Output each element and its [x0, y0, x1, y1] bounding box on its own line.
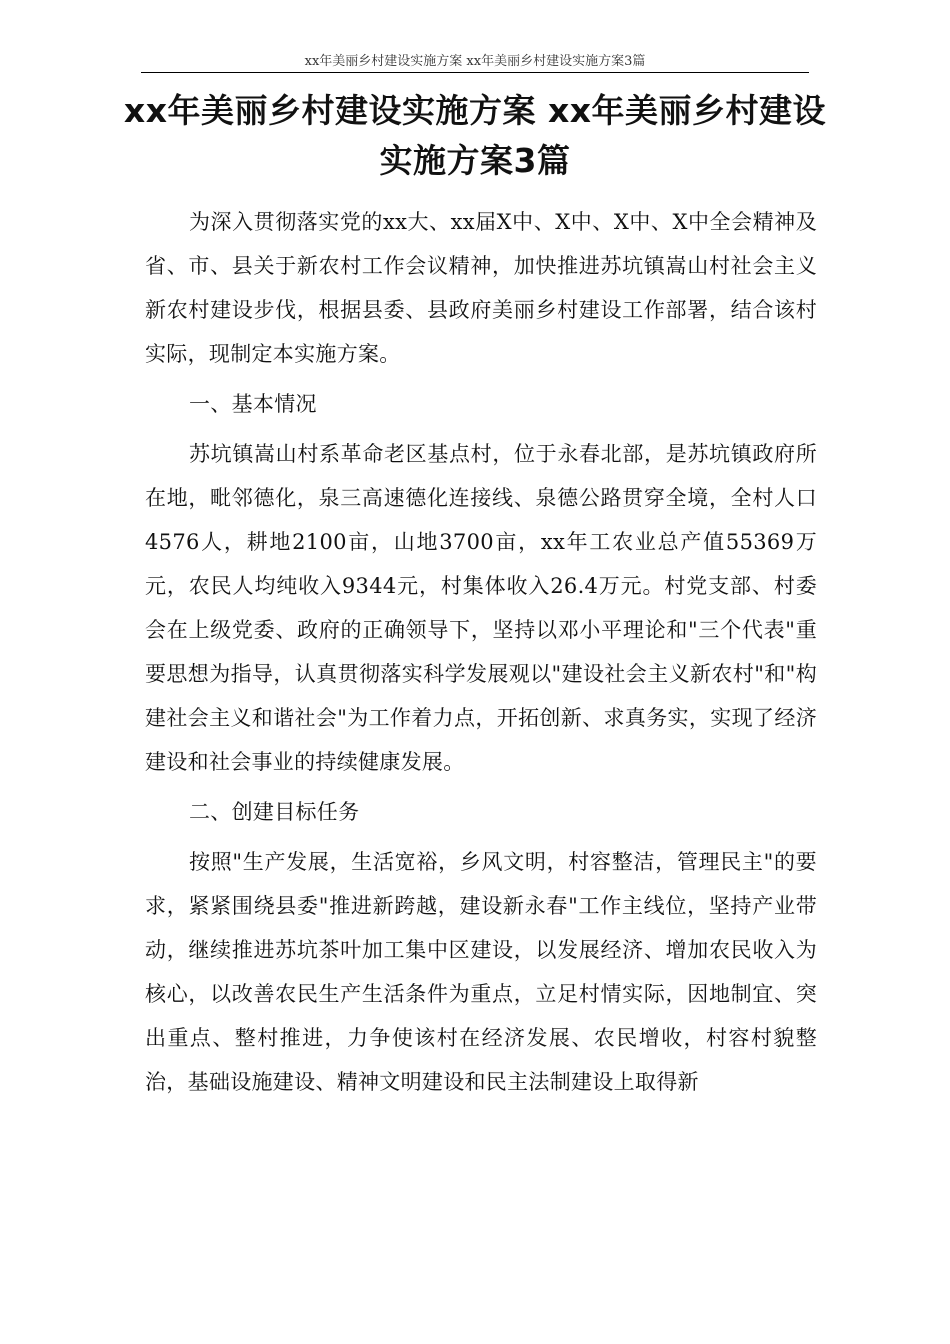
running-header: xx年美丽乡村建设实施方案 xx年美丽乡村建设实施方案3篇	[304, 54, 646, 69]
document-title: xx年美丽乡村建设实施方案 xx年美丽乡村建设实施方案3篇	[123, 91, 827, 180]
header-divider	[141, 72, 809, 73]
section-heading-basic-situation: 一、基本情况	[189, 392, 317, 416]
intro-paragraph: 为深入贯彻落实党的xx大、xx届X中、X中、X中、X中全会精神及省、市、县关于新农村工作会议精神，加快推进苏坑镇嵩山村社会主义新农村建设步伐，根据县委、县政府美丽乡村建设工作部署，结合该村实际，现制定本实施方案。	[145, 210, 817, 366]
goals-paragraph: 按照"生产发展，生活宽裕，乡风文明，村容整洁，管理民主"的要求，紧紧围绕县委"推进新跨越，建设新永春"工作主线位，坚持产业带动，继续推进苏坑茶叶加工集中区建设，以发展经济、增加农民收入为核心，以改善农民生产生活条件为重点，立足村情实际，因地制宜、突出重点、整村推进，力争使该村在经济发展、农民增收，村容村貌整治，基础设施建设、精神文明建设和民主法制建设上取得新	[145, 850, 817, 1094]
basic-situation-paragraph: 苏坑镇嵩山村系革命老区基点村，位于永春北部，是苏坑镇政府所在地，毗邻德化，泉三高速德化连接线、泉德公路贯穿全境，全村人口4576人，耕地2100亩，山地3700亩，xx年工农业总产值55369万元，农民人均纯收入9344元，村集体收入26.4万元。村党支部、村委会在上级党委、政府的正确领导下，坚持以邓小平理论和"三个代表"重要思想为指导，认真贯彻落实科学发展观以"建设社会主义新农村"和"构建社会主义和谐社会"为工作着力点，开拓创新、求真务实，实现了经济建设和社会事业的持续健康发展。	[145, 442, 817, 774]
section-heading-goals: 二、创建目标任务	[189, 800, 360, 824]
document-body	[145, 200, 817, 1110]
